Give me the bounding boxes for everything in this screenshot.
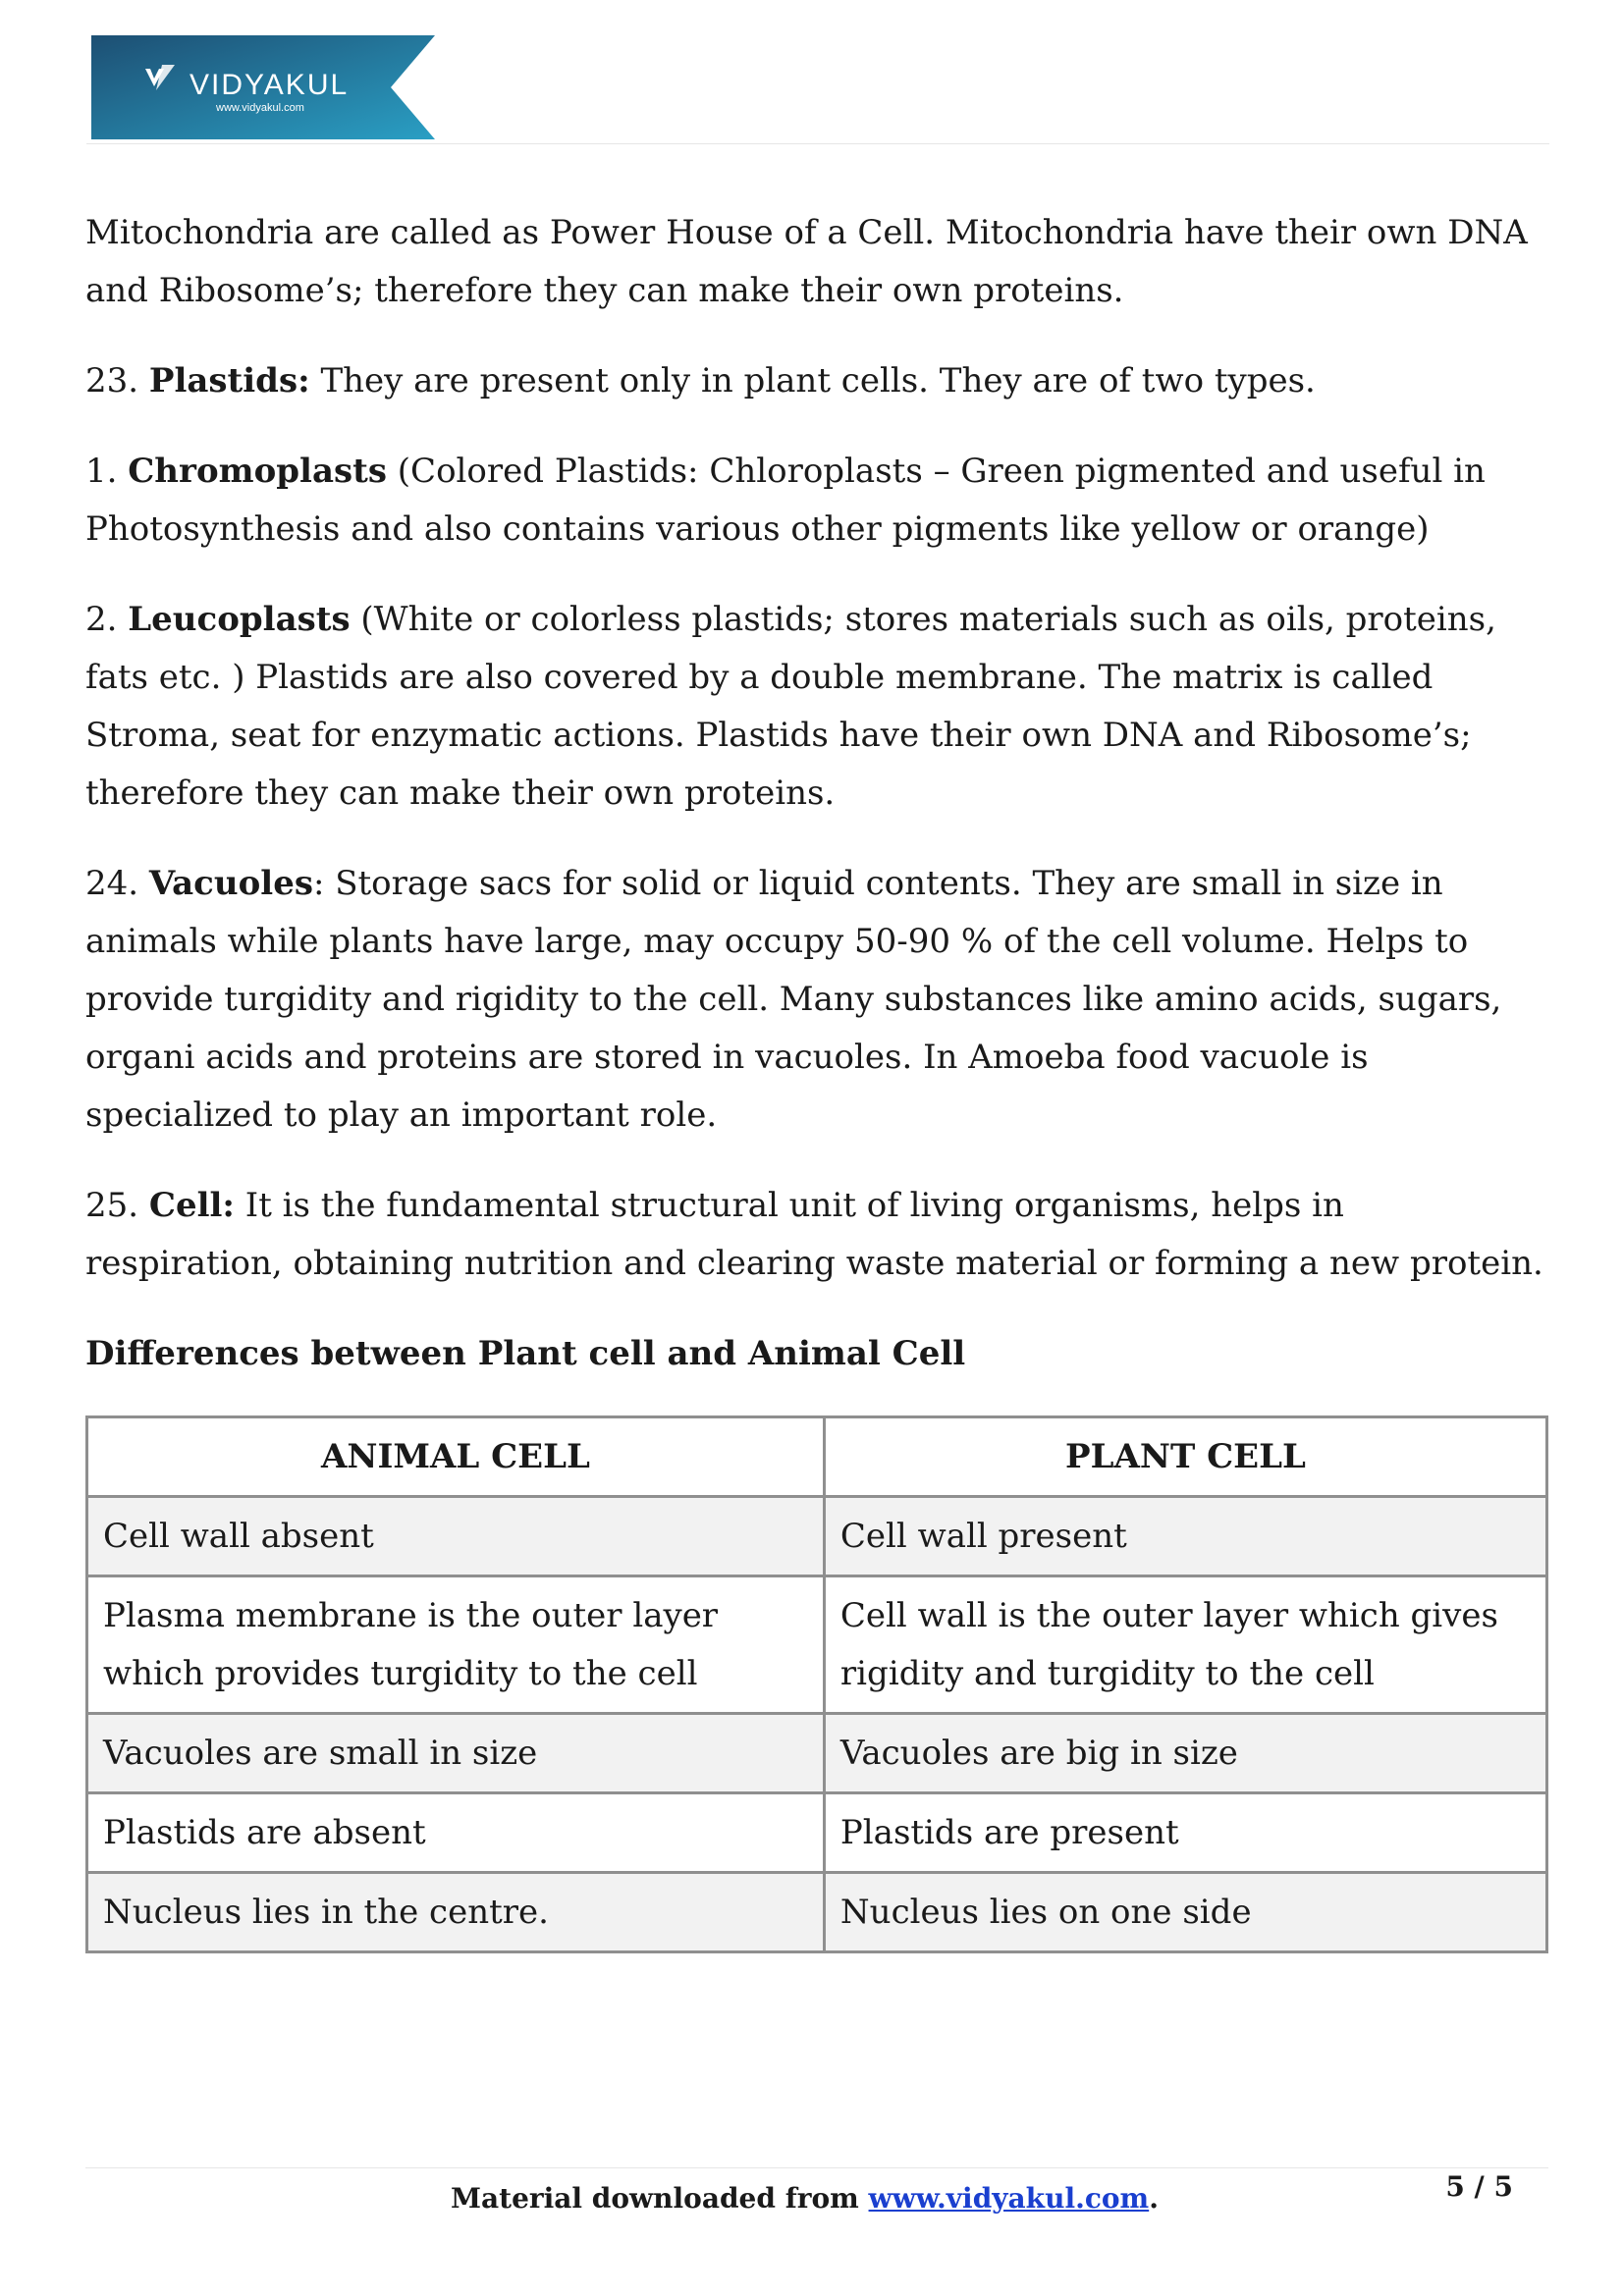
table-cell: Plasma membrane is the outer layer which provides turgidity to the cell [87, 1576, 825, 1714]
table-cell: Nucleus lies in the centre. [87, 1873, 825, 1952]
table-row [87, 1576, 1547, 1714]
page-footer [85, 2167, 1548, 2227]
vidyakul-logo-graphic [91, 35, 435, 139]
table-header-row [87, 1417, 1547, 1497]
footer-link[interactable]: www.vidyakul.com [868, 2182, 1150, 2215]
paragraph-cell: 25. Cell: It is the fundamental structural unit of living organisms, helps in respiration, obtaining nutrition and clearing waste material or forming a new protein. [85, 1186, 1543, 1283]
term-leucoplasts: Leucoplasts [128, 600, 351, 639]
term-vacuoles: Vacuoles [148, 864, 313, 903]
paragraph-plastids: 23. Plastids: They are present only in plant cells. They are of two types. [85, 361, 1316, 400]
table-cell: Nucleus lies on one side [824, 1873, 1546, 1952]
term-chromoplasts: Chromoplasts [128, 452, 387, 491]
logo-url: www.vidyakul.com [216, 102, 304, 114]
paragraph-mitochondria: Mitochondria are called as Power House of a Cell. Mitochondria have their own DNA and Ribosome’s; therefore they can make their own proteins. [85, 213, 1528, 310]
logo-wordmark: VIDYAKUL [189, 69, 350, 101]
table-row [87, 1873, 1547, 1952]
term-cell: Cell: [148, 1186, 235, 1225]
header-animal-cell: ANIMAL CELL [87, 1417, 825, 1497]
table-row [87, 1497, 1547, 1576]
comparison-table [85, 1415, 1548, 1953]
footer-credit: Material downloaded from www.vidyakul.com. [451, 2182, 1159, 2215]
page-number: 5 / 5 [1445, 2170, 1513, 2203]
vidyakul-logo[interactable] [91, 35, 435, 139]
table-cell: Vacuoles are small in size [87, 1714, 825, 1793]
table-cell: Plastids are absent [87, 1793, 825, 1873]
table-heading: Differences between Plant cell and Animal Cell [85, 1334, 966, 1373]
table-row [87, 1714, 1547, 1793]
table-cell: Vacuoles are big in size [824, 1714, 1546, 1793]
table-cell: Cell wall present [824, 1497, 1546, 1576]
document-body [85, 204, 1548, 1953]
table-cell: Cell wall is the outer layer which gives rigidity and turgidity to the cell [824, 1576, 1546, 1714]
table-cell: Plastids are present [824, 1793, 1546, 1873]
table-cell: Cell wall absent [87, 1497, 825, 1576]
page-header [86, 33, 1549, 144]
paragraph-leucoplasts: 2. Leucoplasts (White or colorless plastids; stores materials such as oils, proteins, fats etc. ) Plastids are also covered by a double membrane. The matrix is called Stroma, seat for enzymatic actions. Plastids have their own DNA and Ribosome’s; therefore they can make their own proteins. [85, 600, 1496, 813]
table-row [87, 1793, 1547, 1873]
paragraph-chromoplasts: 1. Chromoplasts (Colored Plastids: Chloroplasts – Green pigmented and useful in Photosynthesis and also contains various other pigments like yellow or orange) [85, 452, 1486, 549]
paragraph-vacuoles: 24. Vacuoles: Storage sacs for solid or liquid contents. They are small in size in animals while plants have large, may occupy 50-90 % of the cell volume. Helps to provide turgidity and rigidity to the cell. Many substances like amino acids, sugars, organi acids and proteins are stored in vacuoles. In Amoeba food vacuole is specialized to play an important role. [85, 864, 1502, 1135]
header-plant-cell: PLANT CELL [824, 1417, 1546, 1497]
term-plastids: Plastids: [148, 361, 310, 400]
